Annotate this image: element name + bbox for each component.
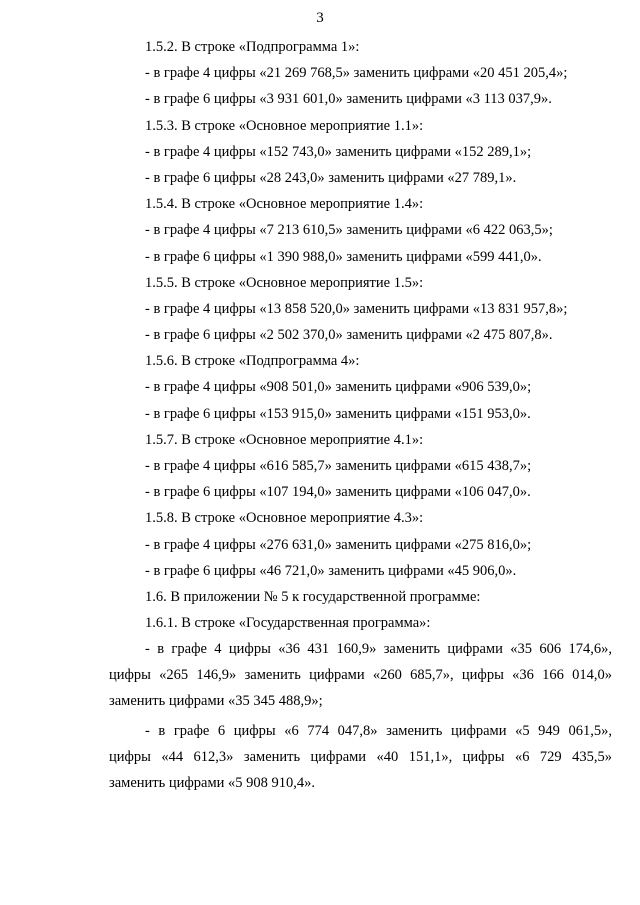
page-number: 3 bbox=[316, 10, 324, 26]
amendment-line: - в графе 6 цифры «46 721,0» заменить цифрами «45 906,0». bbox=[145, 562, 517, 579]
section-heading: 1.5.7. В строке «Основное мероприятие 4.1»: bbox=[145, 431, 424, 448]
amendment-line: - в графе 6 цифры «2 502 370,0» заменить цифрами «2 475 807,8». bbox=[145, 327, 553, 344]
amendment-paragraph bbox=[109, 636, 612, 714]
amendment-line: - в графе 4 цифры «276 631,0» заменить цифрами «275 816,0»; bbox=[145, 536, 532, 553]
amendment-line: - в графе 6 цифры «1 390 988,0» заменить цифрами «599 441,0». bbox=[145, 248, 542, 265]
amendment-line: - в графе 4 цифры «7 213 610,5» заменить цифрами «6 422 063,5»; bbox=[145, 222, 553, 239]
paragraph-line: цифры «44 612,3» заменить цифрами «40 151,1», цифры «6 729 435,5» bbox=[109, 749, 612, 766]
amendment-line: - в графе 4 цифры «13 858 520,0» заменить цифрами «13 831 957,8»; bbox=[145, 300, 568, 317]
paragraph-line: цифры «265 146,9» заменить цифрами «260 685,7», цифры «36 166 014,0» bbox=[109, 667, 612, 684]
paragraph-line: заменить цифрами «5 908 910,4». bbox=[109, 775, 316, 792]
section-heading: 1.5.3. В строке «Основное мероприятие 1.1»: bbox=[145, 117, 424, 134]
amendment-line: - в графе 4 цифры «616 585,7» заменить цифрами «615 438,7»; bbox=[145, 458, 532, 474]
section-heading: 1.5.8. В строке «Основное мероприятие 4.3»: bbox=[145, 510, 424, 527]
section-heading: 1.5.5. В строке «Основное мероприятие 1.5»: bbox=[145, 274, 424, 291]
section-heading: 1.5.6. В строке «Подпрограмма 4»: bbox=[145, 353, 360, 370]
paragraph-line: - в графе 4 цифры «36 431 160,9» заменить цифрами «35 606 174,6», bbox=[145, 641, 612, 658]
section-heading: 1.6.1. В строке «Государственная программа»: bbox=[145, 615, 431, 632]
document-body bbox=[109, 34, 612, 796]
amendment-line: - в графе 6 цифры «3 931 601,0» заменить цифрами «3 113 037,9». bbox=[145, 91, 552, 108]
amendment-line: - в графе 6 цифры «28 243,0» заменить цифрами «27 789,1». bbox=[145, 169, 517, 186]
paragraph-line: - в графе 6 цифры «6 774 047,8» заменить цифрами «5 949 061,5», bbox=[145, 723, 612, 740]
section-heading: 1.5.4. В строке «Основное мероприятие 1.4»: bbox=[145, 196, 424, 213]
amendment-line: - в графе 4 цифры «152 743,0» заменить цифрами «152 289,1»; bbox=[145, 143, 532, 160]
paragraph-line: заменить цифрами «35 345 488,9»; bbox=[109, 693, 323, 710]
section-heading: 1.5.2. В строке «Подпрограмма 1»: bbox=[145, 39, 360, 55]
amendment-line: - в графе 6 цифры «107 194,0» заменить цифрами «106 047,0». bbox=[145, 484, 531, 501]
amendment-line: - в графе 4 цифры «21 269 768,5» заменить цифрами «20 451 205,4»; bbox=[145, 65, 568, 82]
amendment-line: - в графе 6 цифры «153 915,0» заменить цифрами «151 953,0». bbox=[145, 405, 531, 422]
amendment-paragraph bbox=[109, 718, 612, 796]
section-heading: 1.6. В приложении № 5 к государственной программе: bbox=[145, 588, 481, 605]
amendment-line: - в графе 4 цифры «908 501,0» заменить цифрами «906 539,0»; bbox=[145, 379, 532, 396]
